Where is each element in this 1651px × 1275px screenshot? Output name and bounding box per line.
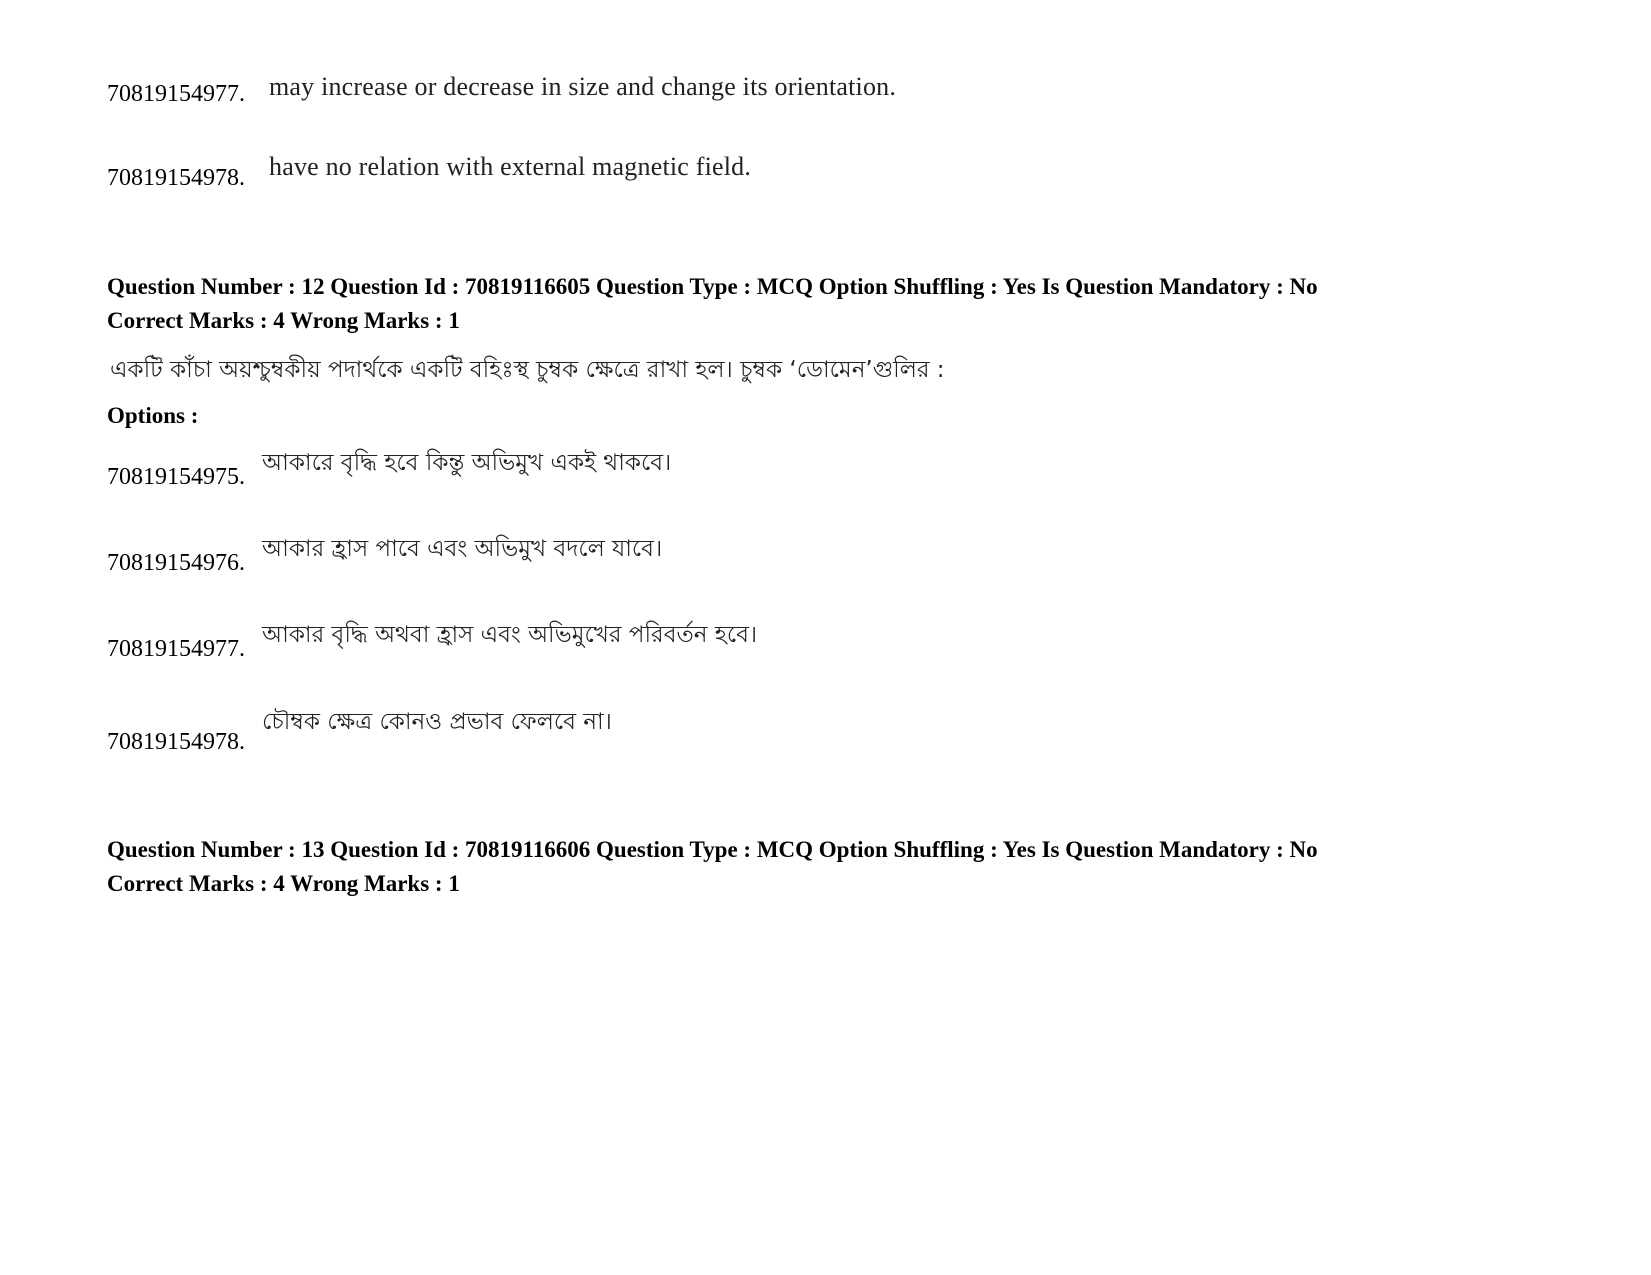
option-id: 70819154977. (107, 81, 245, 107)
question-meta-line: Question Number : 12 Question Id : 70819116605 Question Type : MCQ Option Shuffling : Yes Is Question Mandatory : No (107, 274, 1318, 299)
question-marks-line: Correct Marks : 4 Wrong Marks : 1 (107, 871, 460, 896)
option-id: 70819154978. (107, 165, 245, 191)
question-meta-line: Question Number : 13 Question Id : 70819116606 Question Type : MCQ Option Shuffling : Yes Is Question Mandatory : No (107, 837, 1318, 862)
option-text: চৌম্বক ক্ষেত্র কোনও প্রভাব ফেলবে না। (262, 709, 612, 735)
question-marks-line: Correct Marks : 4 Wrong Marks : 1 (107, 308, 460, 333)
question-stem: একটি কাঁচা অয়শ্চুম্বকীয় পদার্থকে একটি বহিঃস্থ চুম্বক ক্ষেত্রে রাখা হল। চুম্বক ‘ডোমেন’গুলির : (110, 357, 945, 383)
option-text: আকারে বৃদ্ধি হবে কিন্তু অভিমুখ একই থাকবে। (262, 450, 672, 476)
option-text: আকার হ্রাস পাবে এবং অভিমুখ বদলে যাবে। (262, 536, 663, 562)
option-id: 70819154976. (107, 550, 245, 576)
option-text: আকার বৃদ্ধি অথবা হ্রাস এবং অভিমুখের পরিবর্তন হবে। (262, 622, 758, 648)
question-header (107, 270, 1587, 338)
question-header (107, 833, 1587, 901)
option-id: 70819154975. (107, 464, 245, 490)
option-id: 70819154977. (107, 636, 245, 662)
option-text: have no relation with external magnetic field. (269, 152, 752, 181)
option-text: may increase or decrease in size and change its orientation. (269, 72, 897, 101)
options-label: Options : (107, 403, 199, 428)
option-id: 70819154978. (107, 729, 245, 755)
